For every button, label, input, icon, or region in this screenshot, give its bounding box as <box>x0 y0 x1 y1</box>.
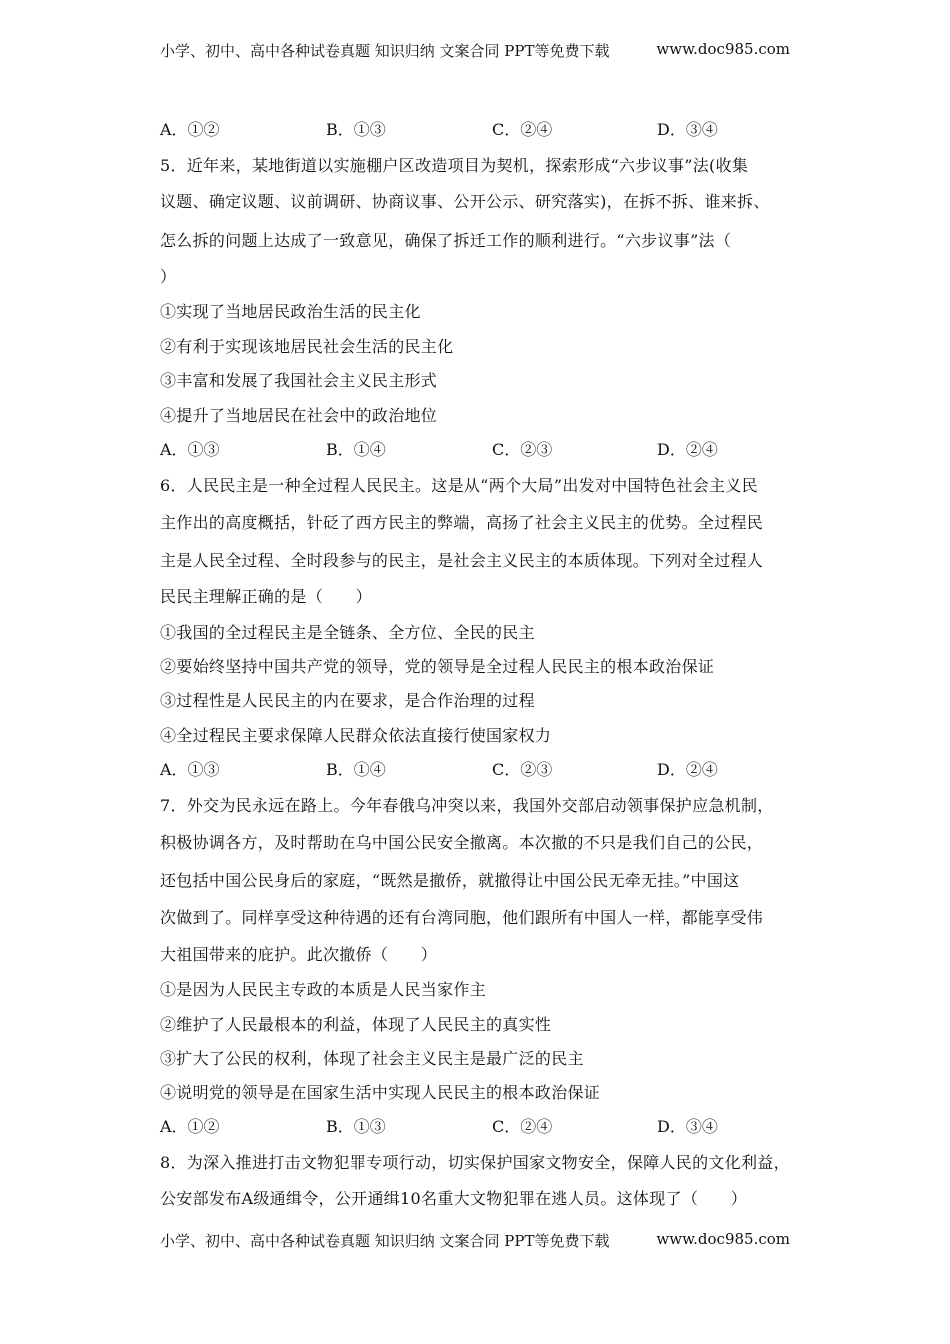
q7-item: ③扩大了公民的权利，体现了社会主义民主是最广泛的民主 <box>160 1049 584 1068</box>
q7-stem-line: 还包括中国公民身后的家庭，“既然是撤侨，就撤得让中国公民无牵无挂。”中国这 <box>160 871 740 890</box>
q8-stem-line: 公安部发布A级通缉令，公开通缉10名重大文物犯罪在逃人员。这体现了（ ） <box>160 1189 748 1208</box>
q5-stem-line: 5．近年来，某地街道以实施棚户区改造项目为契机，探索形成“六步议事”法(收集 <box>160 156 749 175</box>
q8-stem-line: 8．为深入推进打击文物犯罪专项行动，切实保护国家文物安全，保障人民的文化利益， <box>160 1153 790 1172</box>
q4-option-b: B．①③ <box>326 120 386 139</box>
q7-item: ④说明党的领导是在国家生活中实现人民民主的根本政治保证 <box>160 1083 601 1102</box>
q4-option-d: D．③④ <box>657 120 718 139</box>
q5-item: ③丰富和发展了我国社会主义民主形式 <box>160 371 438 390</box>
q4-options <box>160 117 800 139</box>
header-site: www.doc985.com <box>656 40 790 58</box>
q6-stem-line: 主是人民全过程、全时段参与的民主，是社会主义民主的本质体现。下列对全过程人 <box>160 551 764 570</box>
q6-options <box>160 757 800 779</box>
q5-options <box>160 437 800 459</box>
page-footer <box>160 1230 790 1251</box>
q7-item: ②维护了人民最根本的利益，体现了人民民主的真实性 <box>160 1015 552 1034</box>
q7-stem-line: 大祖国带来的庇护。此次撤侨（ ） <box>160 945 438 964</box>
q5-option-d: D．②④ <box>657 440 718 459</box>
q6-option-a: A．①③ <box>160 760 220 779</box>
q6-item: ③过程性是人民民主的内在要求，是合作治理的过程 <box>160 691 535 710</box>
q6-option-c: C．②③ <box>492 760 553 779</box>
header-text: 小学、初中、高中各种试卷真题 知识归纳 文案合同 PPT等免费下载 <box>160 42 610 60</box>
q7-stem-line: 7．外交为民永远在路上。今年春俄乌冲突以来，我国外交部启动领事保护应急机制， <box>160 796 774 815</box>
q5-item: ②有利于实现该地居民社会生活的民主化 <box>160 337 454 356</box>
q5-option-b: B．①④ <box>326 440 386 459</box>
q5-stem-line: 怎么拆的问题上达成了一致意见，确保了拆迁工作的顺利进行。“六步议事”法（ <box>160 231 732 250</box>
q4-option-c: C．②④ <box>492 120 553 139</box>
q7-options <box>160 1114 800 1136</box>
q4-option-a: A．①② <box>160 120 220 139</box>
q6-option-b: B．①④ <box>326 760 386 779</box>
q6-item: ①我国的全过程民主是全链条、全方位、全民的民主 <box>160 623 535 642</box>
footer-site: www.doc985.com <box>656 1230 790 1248</box>
q7-item: ①是因为人民民主专政的本质是人民当家作主 <box>160 980 487 999</box>
q6-item: ②要始终坚持中国共产党的领导，党的领导是全过程人民民主的根本政治保证 <box>160 657 715 676</box>
q7-option-d: D．③④ <box>657 1117 718 1136</box>
q6-stem-line: 民民主理解正确的是（ ） <box>160 587 372 606</box>
q6-option-d: D．②④ <box>657 760 718 779</box>
page-header <box>160 40 790 61</box>
q7-stem-line: 次做到了。同样享受这种待遇的还有台湾同胞，他们跟所有中国人一样，都能享受伟 <box>160 908 764 927</box>
q7-stem-line: 积极协调各方，及时帮助在乌中国公民安全撤离。本次撤的不只是我们自己的公民， <box>160 833 764 852</box>
q6-item: ④全过程民主要求保障人民群众依法直接行使国家权力 <box>160 726 552 745</box>
q6-stem-line: 6．人民民主是一种全过程人民民主。这是从“两个大局”出发对中国特色社会主义民 <box>160 476 758 495</box>
q6-stem-line: 主作出的高度概括，针砭了西方民主的弊端，高扬了社会主义民主的优势。全过程民 <box>160 513 764 532</box>
q5-item: ①实现了当地居民政治生活的民主化 <box>160 302 421 321</box>
q5-option-a: A．①③ <box>160 440 220 459</box>
q7-option-c: C．②④ <box>492 1117 553 1136</box>
q5-option-c: C．②③ <box>492 440 553 459</box>
q5-item: ④提升了当地居民在社会中的政治地位 <box>160 406 438 425</box>
q7-option-b: B．①③ <box>326 1117 386 1136</box>
footer-text: 小学、初中、高中各种试卷真题 知识归纳 文案合同 PPT等免费下载 <box>160 1232 610 1250</box>
q5-stem-line: 议题、确定议题、议前调研、协商议事、公开公示、研究落实)，在拆不拆、谁来拆、 <box>160 192 770 211</box>
q7-option-a: A．①② <box>160 1117 220 1136</box>
q5-stem-line: ） <box>160 267 177 286</box>
